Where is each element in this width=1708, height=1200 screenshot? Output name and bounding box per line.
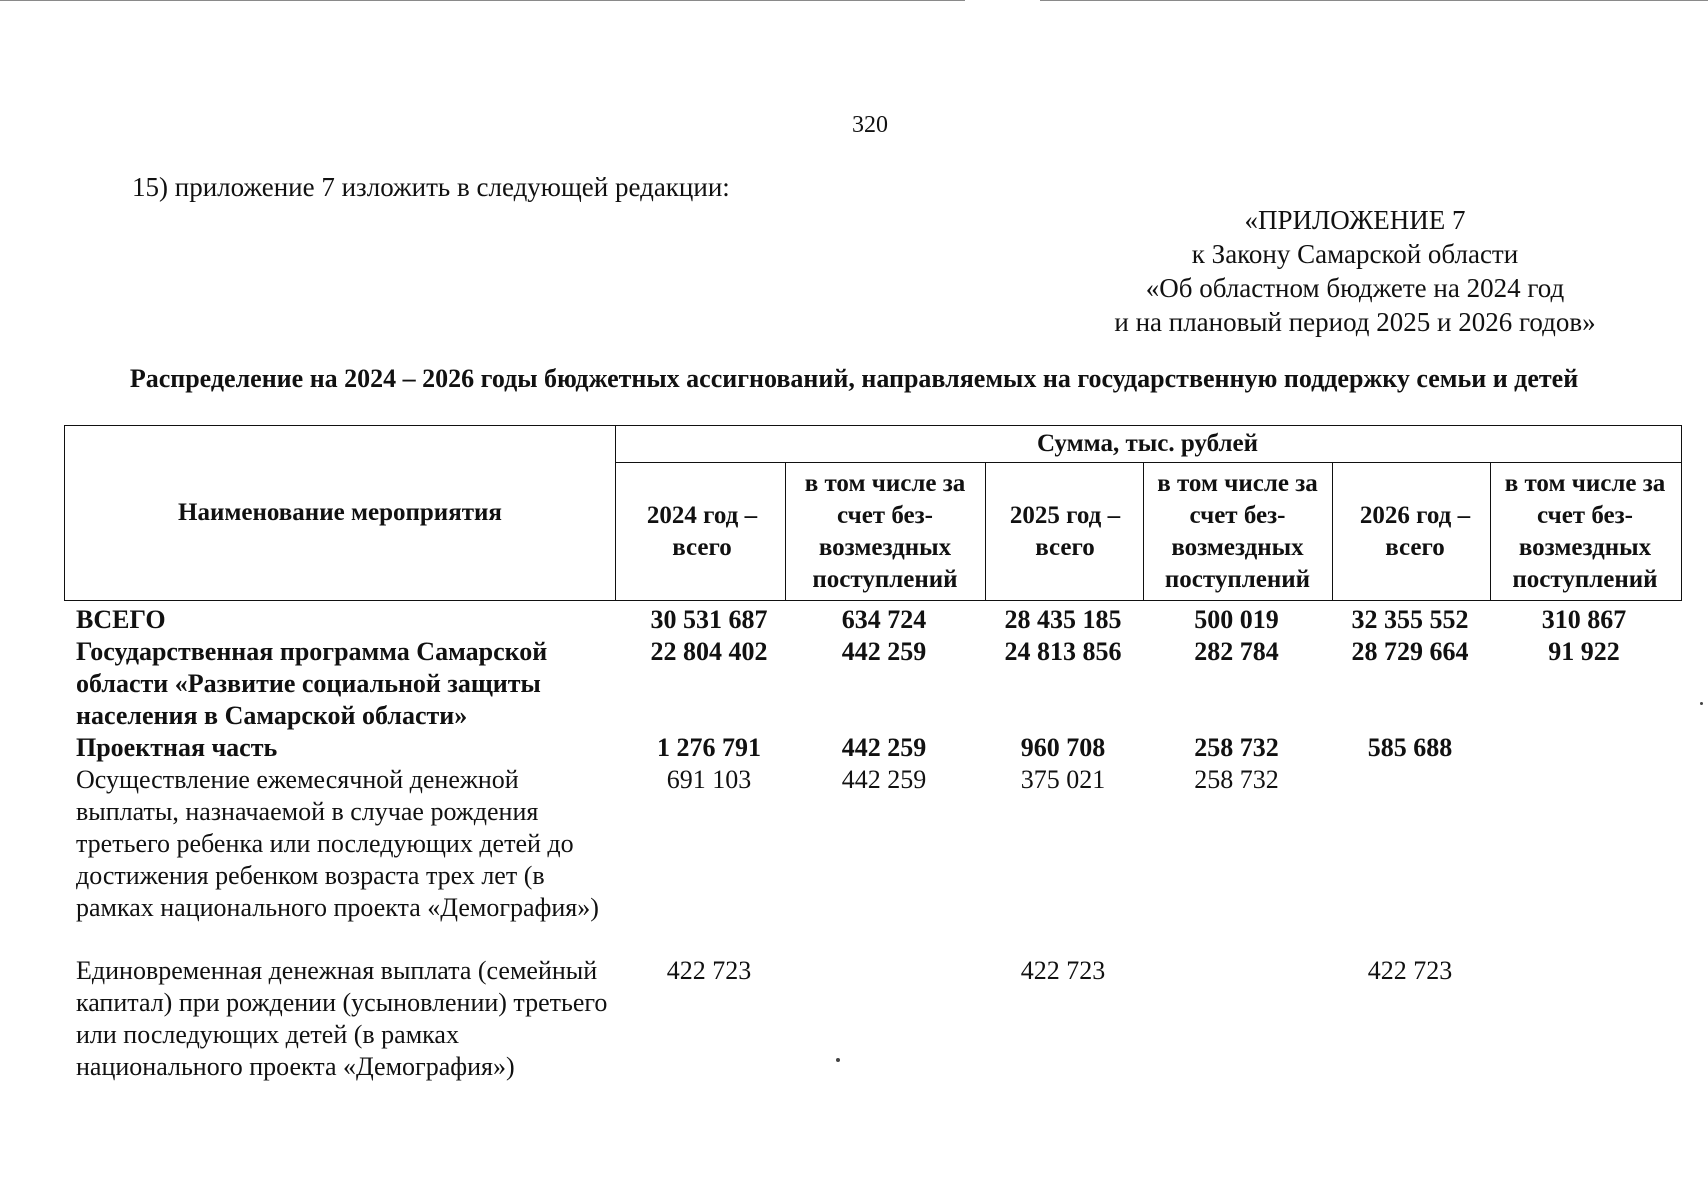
header-col-2025-total: 2025 год – всего [1009,501,1121,561]
row-name: Проектная часть [76,733,278,762]
value-2024-total: 1 276 791 [657,733,761,762]
header-sum-group: Сумма, тыс. рублей [1036,430,1259,457]
row-name: Государственная программа Самарской области «Развитие социальной защиты населения в Самарской области» [76,637,548,730]
value-2026-grants: 91 922 [1548,637,1620,666]
page-number: 320 [852,112,888,138]
appendix-line: к Закону Самарской области [1191,239,1519,269]
value-2024-total: 422 723 [666,956,752,985]
value-2024-grants: 442 259 [841,733,927,762]
row-name: ВСЕГО [76,605,166,634]
value-2024-total: 691 103 [666,765,752,794]
scan-speck [836,1058,840,1062]
value-2024-grants: 634 724 [841,605,927,634]
value-2025-grants: 282 784 [1194,637,1279,666]
row-name: Осуществление ежемесячной денежной выплаты, назначаемой в случае рождения третьего ребенка или последующих детей до достижения ребенком возраста трех лет (в рамках национального проекта «Демография») [76,765,599,922]
header-col-2026-total: 2026 год – всего [1359,501,1471,561]
value-2024-total: 30 531 687 [650,605,768,634]
column-divider [1490,462,1491,600]
header-col-2025-grants: в том числе за счет без-возмездных поступлений [1157,469,1318,593]
value-2025-total: 960 708 [1020,733,1106,762]
value-2025-total: 24 813 856 [1004,637,1122,666]
value-2025-total: 422 723 [1020,956,1106,985]
value-2026-grants: 310 867 [1541,605,1627,634]
header-col-2024-total: 2024 год – всего [646,501,758,561]
scan-edge-line [0,0,965,1]
column-divider [1332,462,1333,600]
value-2025-grants: 258 732 [1194,765,1279,794]
header-col-2026-grants: в том числе за счет без-возмездных поступлений [1504,469,1666,593]
value-2026-total: 28 729 664 [1351,637,1469,666]
value-2024-total: 22 804 402 [650,637,768,666]
value-2026-total: 585 688 [1367,733,1453,762]
value-2024-grants: 442 259 [841,637,927,666]
header-name-column: Наименование мероприятия [178,498,502,526]
appendix-header [1090,203,1620,339]
column-divider [1143,462,1144,600]
value-2025-total: 375 021 [1020,765,1106,794]
column-divider [785,462,786,600]
appendix-line: «ПРИЛОЖЕНИЕ 7 [1244,205,1466,235]
value-2024-grants: 442 259 [841,765,927,794]
scan-edge-line [1040,0,1708,1]
value-2025-grants: 500 019 [1194,605,1279,634]
table-header [64,425,1682,601]
value-2025-total: 28 435 185 [1004,605,1122,634]
row-name: Единовременная денежная выплата (семейный капитал) при рождении (усыновлении) третьего или последующих детей (в рамках национального проекта «Демография») [76,956,608,1081]
column-divider [985,462,986,600]
value-2026-total: 422 723 [1367,956,1453,985]
document-title: Распределение на 2024 – 2026 годы бюджетных ассигнований, направляемых на государственную поддержку семьи и детей [129,364,1579,393]
value-2025-grants: 258 732 [1194,733,1279,762]
scan-speck [1700,702,1703,705]
header-col-2024-grants: в том числе за счет без-возмездных поступлений [804,469,966,593]
appendix-line: и на плановый период 2025 и 2026 годов» [1114,307,1596,337]
intro-text: 15) приложение 7 изложить в следующей редакции: [132,172,730,202]
value-2026-total: 32 355 552 [1351,605,1469,634]
appendix-line: «Об областном бюджете на 2024 год [1145,273,1565,303]
header-divider [615,462,1681,463]
